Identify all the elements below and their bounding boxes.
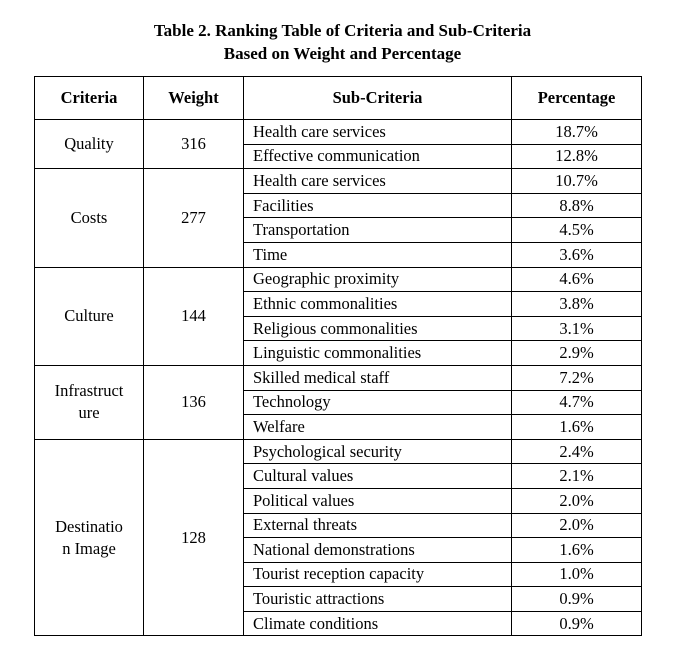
- percentage-cell: 10.7%: [512, 169, 642, 194]
- table-row: [35, 365, 642, 390]
- weight-cell: 136: [144, 365, 244, 439]
- header-sub-criteria: Sub-Criteria: [244, 77, 512, 120]
- header-weight: Weight: [144, 77, 244, 120]
- sub-criteria-cell: Health care services: [244, 169, 512, 194]
- sub-criteria-cell: Effective communication: [244, 144, 512, 169]
- sub-criteria-cell: Climate conditions: [244, 611, 512, 636]
- percentage-cell: 0.9%: [512, 611, 642, 636]
- criteria-cell: [35, 439, 144, 636]
- percentage-cell: 4.5%: [512, 218, 642, 243]
- sub-criteria-cell: External threats: [244, 513, 512, 538]
- table-row: [35, 169, 642, 194]
- table-row: [35, 267, 642, 292]
- percentage-cell: 0.9%: [512, 587, 642, 612]
- sub-criteria-cell: Geographic proximity: [244, 267, 512, 292]
- sub-criteria-cell: Time: [244, 242, 512, 267]
- sub-criteria-cell: Touristic attractions: [244, 587, 512, 612]
- criteria-cell: [35, 365, 144, 439]
- criteria-label: Costs: [70, 207, 108, 227]
- sub-criteria-cell: Transportation: [244, 218, 512, 243]
- criteria-label: Infrastruct: [54, 381, 124, 401]
- criteria-label: Destinatio: [55, 516, 123, 536]
- criteria-cell: [35, 267, 144, 365]
- percentage-cell: 12.8%: [512, 144, 642, 169]
- percentage-cell: 2.1%: [512, 464, 642, 489]
- header-row: [35, 77, 642, 120]
- criteria-cell: [35, 120, 144, 169]
- sub-criteria-cell: Facilities: [244, 193, 512, 218]
- percentage-cell: 2.0%: [512, 513, 642, 538]
- weight-cell: 144: [144, 267, 244, 365]
- percentage-cell: 3.6%: [512, 242, 642, 267]
- percentage-cell: 4.7%: [512, 390, 642, 415]
- sub-criteria-cell: National demonstrations: [244, 538, 512, 563]
- criteria-label: Culture: [64, 306, 114, 326]
- sub-criteria-cell: Welfare: [244, 415, 512, 440]
- sub-criteria-cell: Political values: [244, 488, 512, 513]
- sub-criteria-cell: Religious commonalities: [244, 316, 512, 341]
- percentage-cell: 1.6%: [512, 538, 642, 563]
- sub-criteria-cell: Skilled medical staff: [244, 365, 512, 390]
- header-criteria: Criteria: [35, 77, 144, 120]
- percentage-cell: 1.0%: [512, 562, 642, 587]
- header-percentage: Percentage: [512, 77, 642, 120]
- percentage-cell: 2.9%: [512, 341, 642, 366]
- percentage-cell: 3.8%: [512, 292, 642, 317]
- percentage-cell: 18.7%: [512, 120, 642, 145]
- weight-cell: 277: [144, 169, 244, 267]
- weight-cell: 316: [144, 120, 244, 169]
- percentage-cell: 7.2%: [512, 365, 642, 390]
- percentage-cell: 1.6%: [512, 415, 642, 440]
- table-title-line-2: Based on Weight and Percentage: [223, 44, 462, 63]
- sub-criteria-cell: Ethnic commonalities: [244, 292, 512, 317]
- criteria-label: ure: [78, 403, 100, 423]
- table-row: [35, 120, 642, 145]
- sub-criteria-cell: Cultural values: [244, 464, 512, 489]
- sub-criteria-cell: Tourist reception capacity: [244, 562, 512, 587]
- ranking-table: [34, 76, 642, 636]
- percentage-cell: 8.8%: [512, 193, 642, 218]
- percentage-cell: 2.0%: [512, 488, 642, 513]
- criteria-label: n Image: [62, 538, 116, 558]
- percentage-cell: 3.1%: [512, 316, 642, 341]
- table-title-line-1: Table 2. Ranking Table of Criteria and Sub-Criteria: [153, 21, 532, 40]
- criteria-label: Quality: [64, 134, 114, 154]
- sub-criteria-cell: Health care services: [244, 120, 512, 145]
- percentage-cell: 2.4%: [512, 439, 642, 464]
- weight-cell: 128: [144, 439, 244, 636]
- sub-criteria-cell: Linguistic commonalities: [244, 341, 512, 366]
- criteria-cell: [35, 169, 144, 267]
- sub-criteria-cell: Psychological security: [244, 439, 512, 464]
- sub-criteria-cell: Technology: [244, 390, 512, 415]
- percentage-cell: 4.6%: [512, 267, 642, 292]
- table-row: [35, 439, 642, 464]
